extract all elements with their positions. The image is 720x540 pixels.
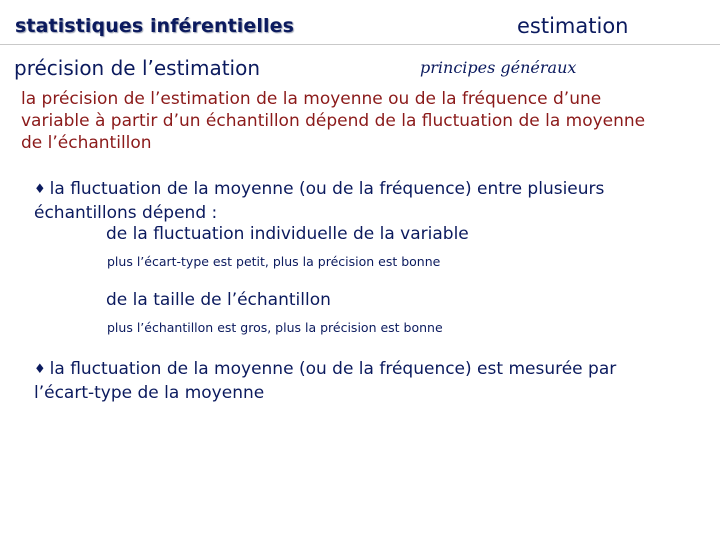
diamond-bullet-icon: ♦ — [34, 182, 46, 197]
course-title: statistiques inférentielles — [15, 15, 295, 37]
bullet-fluctuation-dependence — [34, 178, 694, 225]
bullet-text: la fluctuation de la moyenne (ou de la fréquence) est mesurée par — [49, 359, 617, 379]
bullet-standard-error — [34, 358, 694, 405]
section-title: estimation — [517, 14, 629, 38]
bullet-text: la fluctuation de la moyenne (ou de la fréquence) entre plusieurs — [49, 179, 605, 199]
sub-item-sample-size: de la taille de l’échantillon — [106, 290, 331, 310]
bullet-text: échantillons dépend : — [34, 203, 218, 223]
bullet-text: l’écart-type de la moyenne — [34, 383, 265, 403]
intro-line: variable à partir d’un échantillon dépend de la fluctuation de la moyenne — [21, 111, 646, 131]
sub-item-individual-fluctuation: de la fluctuation individuelle de la variable — [106, 224, 469, 244]
topic-title: précision de l’estimation — [14, 56, 261, 80]
header-divider — [0, 44, 720, 45]
intro-line: la précision de l’estimation de la moyenne ou de la fréquence d’une — [21, 89, 602, 109]
subtopic-title: principes généraux — [420, 58, 577, 77]
sub-item-note: plus l’échantillon est gros, plus la précision est bonne — [107, 320, 443, 335]
intro-paragraph — [21, 88, 711, 154]
intro-line: de l’échantillon — [21, 133, 152, 153]
diamond-bullet-icon: ♦ — [34, 362, 46, 377]
sub-item-note: plus l’écart-type est petit, plus la précision est bonne — [107, 254, 441, 269]
